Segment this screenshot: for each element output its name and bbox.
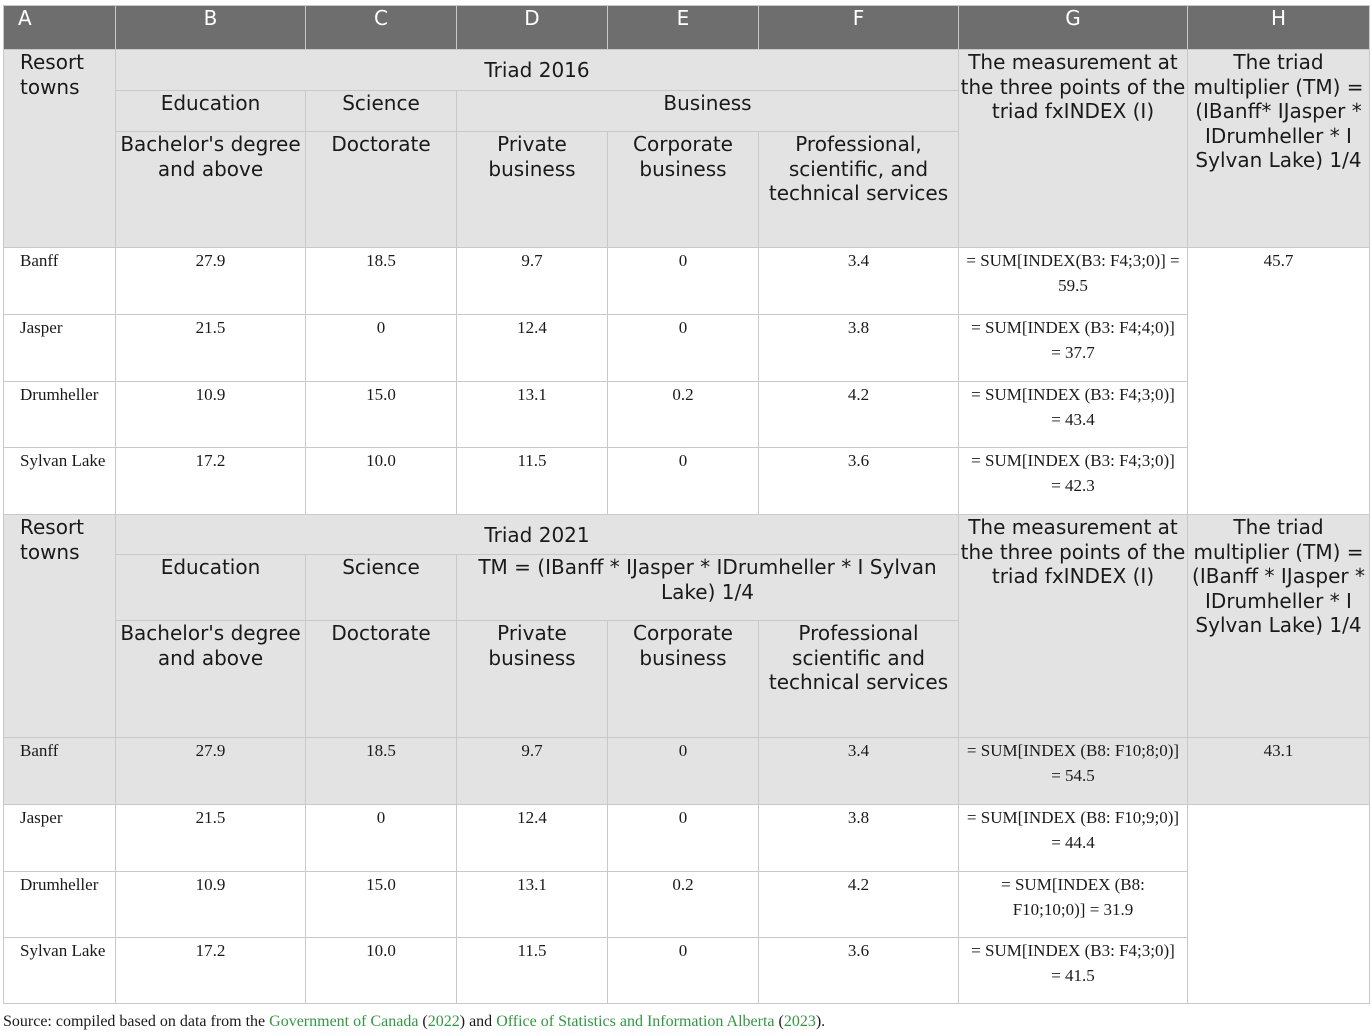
subcategory-corporate-business[interactable]: Corporate business [608,621,759,738]
triad-title-2016[interactable]: Triad 2016 [116,50,959,91]
table-row [4,248,1370,315]
category-tm-formula[interactable]: TM = (IBanff * IJasper * IDrumheller * I Sylvan Lake) 1/4 [457,555,959,621]
corporate-business-value[interactable]: 0 [608,738,759,805]
index-formula[interactable]: = SUM[INDEX(B3: F4;3;0)] = 59.5 [959,248,1188,315]
science-value[interactable]: 15.0 [306,872,457,938]
column-letter-b[interactable]: B [116,6,306,50]
column-letter-row [4,6,1370,50]
education-value[interactable]: 17.2 [116,448,306,515]
subcategory-private-business[interactable]: Private business [457,132,608,248]
town-name[interactable]: Jasper [4,805,116,872]
town-name[interactable]: Banff [4,248,116,315]
private-business-value[interactable]: 9.7 [457,738,608,805]
triad-multiplier-header[interactable]: The triad multiplier (TM) = (IBanff * IJasper * IDrumheller * I Sylvan Lake) 1/4 [1188,515,1370,738]
index-formula[interactable]: = SUM[INDEX (B3: F4;3;0)] = 43.4 [959,382,1188,448]
triad-multiplier-header[interactable]: The triad multiplier (TM) = (IBanff* IJasper * IDrumheller * I Sylvan Lake) 1/4 [1188,50,1370,248]
corporate-business-value[interactable]: 0 [608,938,759,1004]
science-value[interactable]: 10.0 [306,938,457,1004]
measurement-header[interactable]: The measurement at the three points of the triad fxINDEX (I) [959,515,1188,738]
table-row [4,315,1370,382]
column-letter-g[interactable]: G [959,6,1188,50]
year-2022-link[interactable]: 2022 [427,1013,460,1030]
corporate-business-value[interactable]: 0 [608,805,759,872]
column-letter-c[interactable]: C [306,6,457,50]
education-value[interactable]: 10.9 [116,382,306,448]
private-business-value[interactable]: 11.5 [457,448,608,515]
private-business-value[interactable]: 12.4 [457,805,608,872]
measurement-header[interactable]: The measurement at the three points of the triad fxINDEX (I) [959,50,1188,248]
private-business-value[interactable]: 13.1 [457,872,608,938]
private-business-value[interactable]: 13.1 [457,382,608,448]
column-letter-e[interactable]: E [608,6,759,50]
header-row-triad-2021 [4,515,1370,555]
professional-services-value[interactable]: 3.6 [759,448,959,515]
year-2023-link[interactable]: 2023 [783,1013,816,1030]
table-row [4,382,1370,448]
private-business-value[interactable]: 9.7 [457,248,608,315]
education-value[interactable]: 10.9 [116,872,306,938]
column-letter-d[interactable]: D [457,6,608,50]
professional-services-value[interactable]: 3.6 [759,938,959,1004]
subcategory-professional-services[interactable]: Professional, scientific, and technical services [759,132,959,248]
town-name[interactable]: Sylvan Lake [4,938,116,1004]
subcategory-doctorate[interactable]: Doctorate [306,621,457,738]
table-row [4,738,1370,805]
professional-services-value[interactable]: 4.2 [759,872,959,938]
corporate-business-value[interactable]: 0.2 [608,382,759,448]
triad-multiplier-value[interactable]: 43.1 [1188,738,1370,805]
science-value[interactable]: 18.5 [306,248,457,315]
empty-multiplier-cell [1188,805,1370,1004]
index-formula[interactable]: = SUM[INDEX (B8: F10;10;0)] = 31.9 [959,872,1188,938]
data-table [3,5,1370,1004]
triad-title-2021[interactable]: Triad 2021 [116,515,959,555]
professional-services-value[interactable]: 3.8 [759,315,959,382]
column-letter-a[interactable]: A [4,6,116,50]
resort-towns-header[interactable]: Resort towns [4,50,116,248]
town-name[interactable]: Jasper [4,315,116,382]
science-value[interactable]: 10.0 [306,448,457,515]
source-note: Source: compiled based on data from the Government of Canada (2022) and Office of Statistics and Information Alberta (2023). [3,1013,826,1030]
category-business[interactable]: Business [457,91,959,132]
corporate-business-value[interactable]: 0.2 [608,872,759,938]
education-value[interactable]: 27.9 [116,248,306,315]
town-name[interactable]: Drumheller [4,382,116,448]
science-value[interactable]: 18.5 [306,738,457,805]
column-letter-f[interactable]: F [759,6,959,50]
source-prefix: Source: compiled based on data from the [3,1013,270,1030]
private-business-value[interactable]: 11.5 [457,938,608,1004]
professional-services-value[interactable]: 3.4 [759,248,959,315]
education-value[interactable]: 21.5 [116,315,306,382]
table-row [4,938,1370,1004]
subcategory-private-business[interactable]: Private business [457,621,608,738]
corporate-business-value[interactable]: 0 [608,248,759,315]
table-row [4,448,1370,515]
index-formula[interactable]: = SUM[INDEX (B3: F4;3;0)] = 42.3 [959,448,1188,515]
subcategory-bachelors[interactable]: Bachelor's degree and above [116,621,306,738]
private-business-value[interactable]: 12.4 [457,315,608,382]
column-letter-h[interactable]: H [1188,6,1370,50]
subcategory-professional-services[interactable]: Professional scientific and technical services [759,621,959,738]
corporate-business-value[interactable]: 0 [608,448,759,515]
category-education[interactable]: Education [116,555,306,621]
subcategory-bachelors[interactable]: Bachelor's degree and above [116,132,306,248]
science-value[interactable]: 0 [306,805,457,872]
category-science[interactable]: Science [306,555,457,621]
index-formula[interactable]: = SUM[INDEX (B8: F10;8;0)] = 54.5 [959,738,1188,805]
table-row [4,805,1370,872]
professional-services-value[interactable]: 3.8 [759,805,959,872]
triad-multiplier-value[interactable]: 45.7 [1188,248,1370,515]
resort-towns-header[interactable]: Resort towns [4,515,116,738]
category-science[interactable]: Science [306,91,457,132]
source-middle: and [465,1013,497,1030]
professional-services-value[interactable]: 4.2 [759,382,959,448]
professional-services-value[interactable]: 3.4 [759,738,959,805]
corporate-business-value[interactable]: 0 [608,315,759,382]
office-of-statistics-link[interactable]: Office of Statistics and Information Alberta [496,1013,775,1030]
subcategory-doctorate[interactable]: Doctorate [306,132,457,248]
town-name[interactable]: Drumheller [4,872,116,938]
education-value[interactable]: 21.5 [116,805,306,872]
category-education[interactable]: Education [116,91,306,132]
town-name[interactable]: Sylvan Lake [4,448,116,515]
index-formula[interactable]: = SUM[INDEX (B8: F10;9;0)] = 44.4 [959,805,1188,872]
science-value[interactable]: 0 [306,315,457,382]
source-suffix: ). [815,1013,826,1030]
government-of-canada-link[interactable]: Government of Canada [269,1013,419,1030]
education-value[interactable]: 17.2 [116,938,306,1004]
subcategory-corporate-business[interactable]: Corporate business [608,132,759,248]
index-formula[interactable]: = SUM[INDEX (B3: F4;4;0)] = 37.7 [959,315,1188,382]
education-value[interactable]: 27.9 [116,738,306,805]
town-name[interactable]: Banff [4,738,116,805]
table-row [4,872,1370,938]
header-row-triad-2016 [4,50,1370,91]
science-value[interactable]: 15.0 [306,382,457,448]
index-formula[interactable]: = SUM[INDEX (B3: F4;3;0)] = 41.5 [959,938,1188,1004]
